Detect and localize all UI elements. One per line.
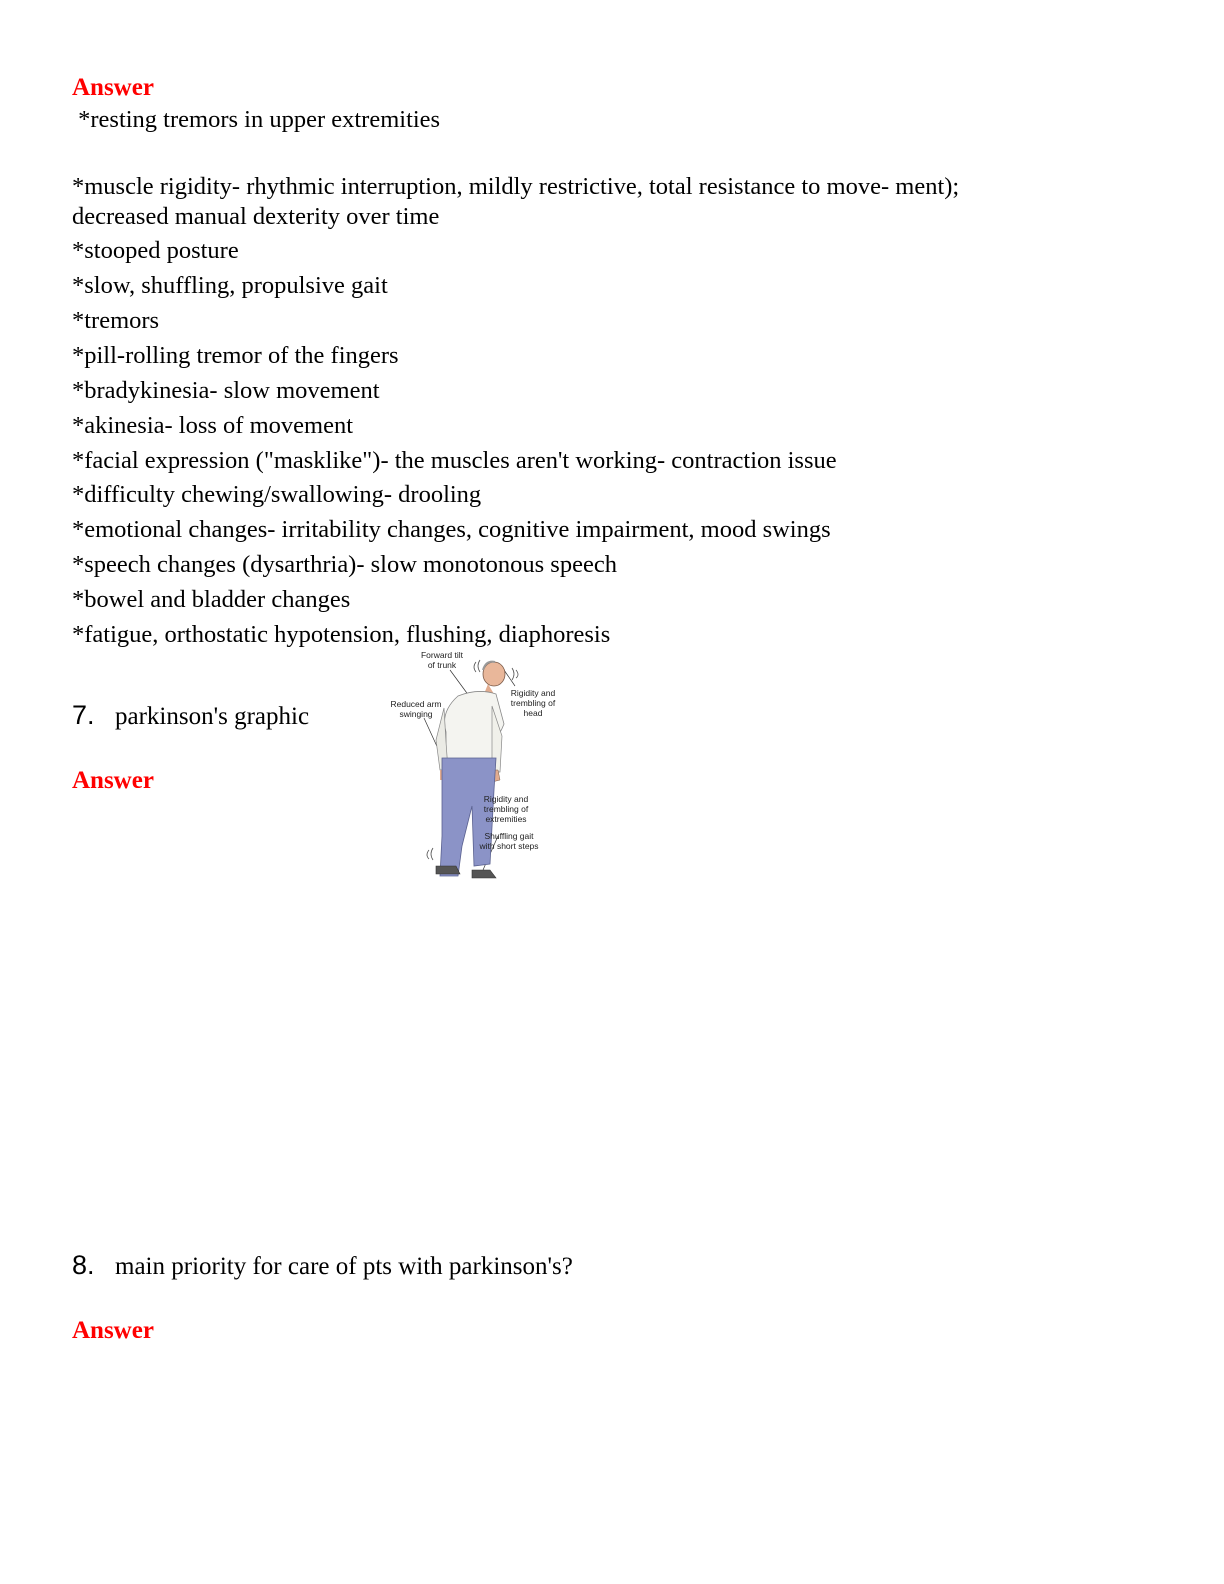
figure-label: Reduced arm: [390, 699, 442, 709]
answer-line: *tremors: [72, 307, 160, 334]
figure-label: with short steps: [479, 841, 539, 851]
answer-line: *speech changes (dysarthria)- slow monotonous speech: [72, 551, 617, 578]
answer-label: Answer: [72, 767, 154, 794]
answer-line: *bowel and bladder changes: [72, 586, 351, 613]
figure-label: head: [523, 708, 543, 718]
answer-label: Answer: [72, 74, 154, 101]
figure-label: trembling of: [483, 804, 529, 814]
answer-line: *resting tremors in upper extremities: [72, 106, 441, 133]
parkinsons-figure: [380, 648, 570, 893]
figure-label: Rigidity and: [483, 794, 529, 804]
figure-label: Shuffling gait: [484, 831, 534, 841]
answer-line: *bradykinesia- slow movement: [72, 377, 380, 404]
figure-label: Rigidity and: [510, 688, 556, 698]
figure-label: of trunk: [427, 660, 457, 670]
answer-line: *emotional changes- irritability changes, cognitive impairment, mood swings: [72, 516, 831, 543]
answer-line: *fatigue, orthostatic hypotension, flushing, diaphoresis: [72, 621, 611, 648]
answer-line: *facial expression ("masklike")- the muscles aren't working- contraction issue: [72, 447, 837, 474]
figure-label: swinging: [399, 709, 433, 719]
figure-label: Forward tilt: [420, 650, 464, 660]
answer-label: Answer: [72, 1317, 154, 1344]
answer-line: decreased manual dexterity over time: [72, 203, 440, 230]
answer-line: *stooped posture: [72, 237, 239, 264]
figure-label: extremities: [485, 814, 527, 824]
question-text: parkinson's graphic: [115, 703, 310, 730]
answer-line: *muscle rigidity- rhythmic interruption, mildly restrictive, total resistance to move- ment);: [72, 173, 960, 200]
figure-label: trembling of: [510, 698, 556, 708]
answer-line: *slow, shuffling, propulsive gait: [72, 272, 388, 299]
question-number: 7.: [72, 700, 95, 730]
answer-line: *difficulty chewing/swallowing- drooling: [72, 481, 482, 508]
answer-line: *pill-rolling tremor of the fingers: [72, 342, 399, 369]
question-text: main priority for care of pts with parkinson's?: [115, 1253, 573, 1280]
question-number: 8.: [72, 1250, 95, 1280]
answer-line: *akinesia- loss of movement: [72, 412, 354, 439]
